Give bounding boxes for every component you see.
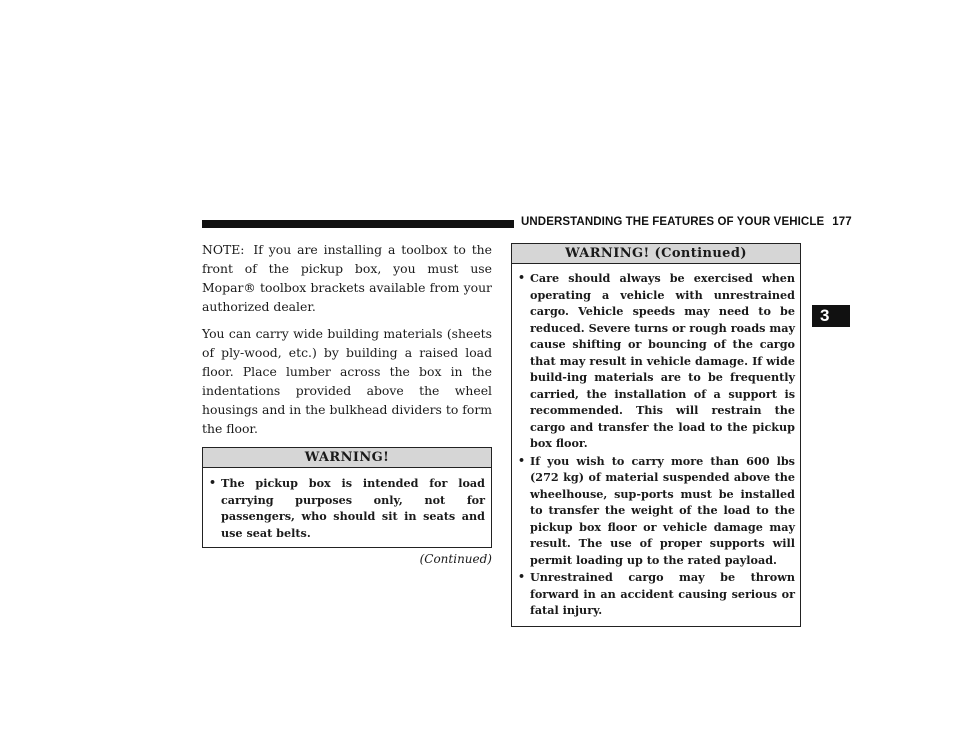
warning-box: [202, 447, 492, 548]
warning-item-text: Care should always be exercised when operating a vehicle with unrestrained cargo. Vehicle speeds may need to be reduced. Severe turns or rough roads may cause shifting or bouncing of the cargo that may result in vehicle damage. If wide build-ing materials are to be frequently carried, the installation of a support is recommended. This will restrain the cargo and transfer the load to the pickup box floor.: [530, 271, 795, 450]
bullet-icon: •: [518, 453, 526, 467]
bullet-icon: •: [518, 570, 526, 583]
body-paragraph: You can carry wide building materials (sheets of ply-wood, etc.) by building a raised load floor. Place lumber across the box in the indentations provided above the wheel housings and in the bulkhead dividers to form the floor.: [202, 326, 492, 436]
warning-continued-body: [512, 264, 800, 626]
bullet-icon: •: [518, 271, 526, 284]
warning-item: [518, 569, 795, 619]
section-title: UNDERSTANDING THE FEATURES OF YOUR VEHICLE: [521, 216, 825, 228]
bullet-icon: •: [209, 476, 217, 489]
header-rule: [202, 220, 514, 228]
right-column: [511, 243, 801, 627]
running-header: [521, 216, 852, 228]
warning-item: [209, 475, 485, 541]
continued-label: (Continued): [419, 552, 492, 566]
warning-item-text: Unrestrained cargo may be thrown forward in an accident causing serious or fatal injury.: [530, 570, 795, 617]
warning-continued-title: WARNING! (Continued): [512, 244, 800, 264]
warning-body: [203, 468, 491, 547]
note-paragraph: [202, 240, 492, 316]
page-number: 177: [832, 216, 852, 228]
note-text: If you are installing a toolbox to the front of the pickup box, you must use Mopar® toolbox brackets available from your authorized dealer.: [202, 242, 492, 314]
left-column: [202, 240, 492, 567]
warning-continued-box: [511, 243, 801, 627]
note-label: NOTE:: [202, 242, 245, 257]
chapter-tab: 3: [812, 305, 850, 327]
warning-title: WARNING!: [203, 448, 491, 468]
warning-item-text: The pickup box is intended for load carrying purposes only, not for passengers, who should sit in seats and use seat belts.: [221, 476, 485, 540]
warning-item: [518, 453, 795, 569]
warning-item-text: If you wish to carry more than 600 lbs (272 kg) of material suspended above the wheelhouse, sup-ports must be installed to transfer the weight of the load to the pickup box floor or vehicle damage may result. The use of proper supports will permit loading up to the rated payload.: [530, 453, 795, 567]
warning-item: [518, 270, 795, 452]
